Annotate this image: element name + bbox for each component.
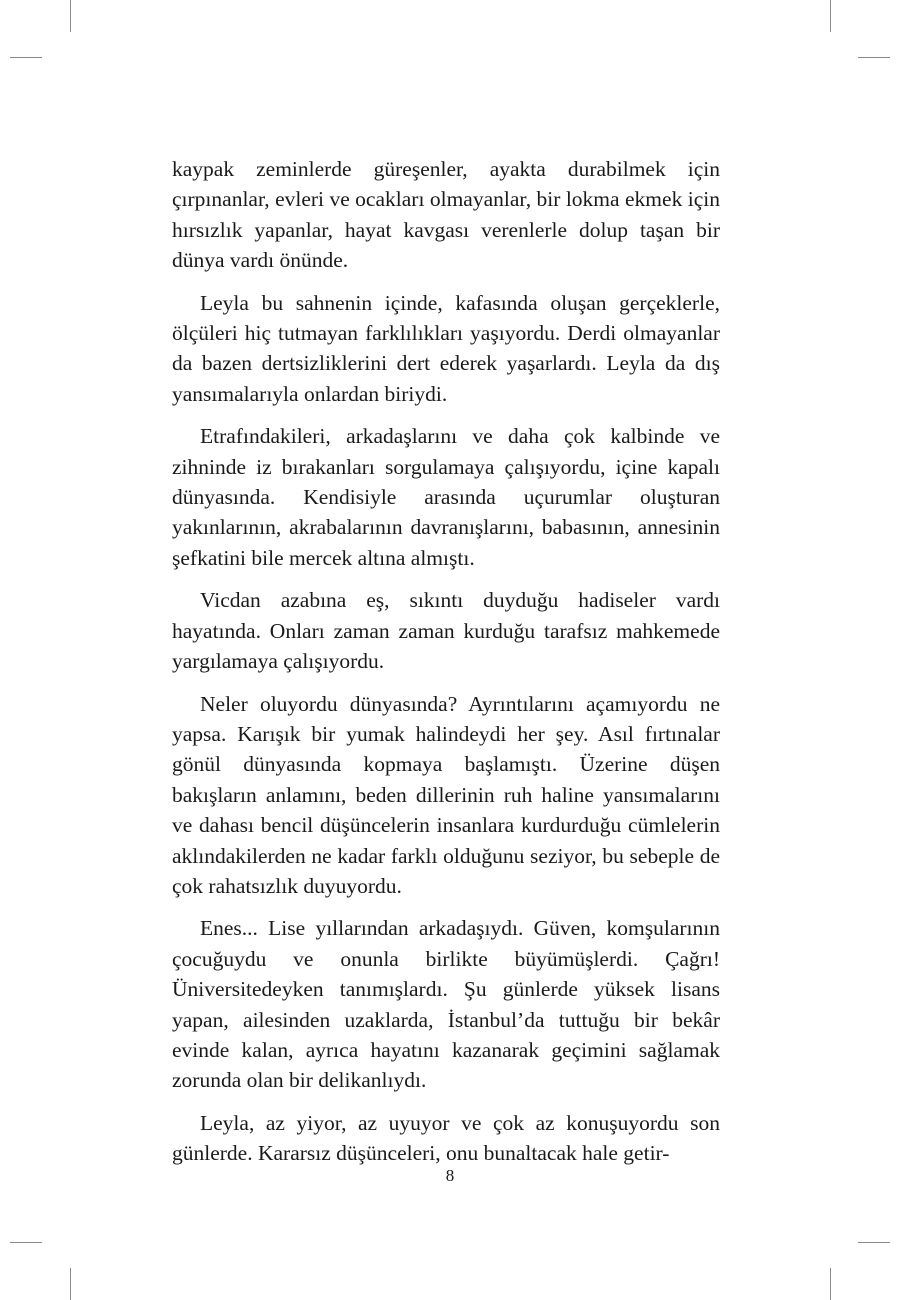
- crop-mark-bottom-left-horizontal: [10, 1242, 42, 1243]
- crop-mark-top-left-horizontal: [10, 57, 42, 58]
- paragraph-3: Etrafındakileri, arkadaşlarını ve daha çok kalbinde ve zihninde iz bırakanları sorgulamaya çalışıyordu, içine kapalı dünyasında. Kendisiyle arasında uçurumlar oluşturan yakınlarının, akrabalarının davranışlarını, babasının, annesinin şefkatini bile mercek altına almıştı.: [172, 424, 720, 570]
- paragraph-4: Vicdan azabına eş, sıkıntı duyduğu hadiseler vardı hayatında. Onları zaman zaman kurduğu tarafsız mahkemede yargılamaya çalışıyordu.: [172, 588, 720, 674]
- paragraph-6: Enes... Lise yıllarından arkadaşıydı. Güven, komşularının çocuğuydu ve onunla birlikte büyümüşlerdi. Çağrı! Üniversitedeyken tanımışlardı. Şu günlerde yüksek lisans yapan, ailesinden uzaklarda, İstanbul’da tuttuğu bir bekâr evinde kalan, ayrıca hayatını kazanarak geçimini sağlamak zorunda olan bir delikanlıydı.: [172, 916, 720, 1093]
- crop-mark-bottom-right-horizontal: [858, 1242, 890, 1243]
- paragraph-1: kaypak zeminlerde güreşenler, ayakta durabilmek için çırpınanlar, evleri ve ocakları olmayanlar, bir lokma ekmek için hırsızlık yapanlar, hayat kavgası verenlerle dolup taşan bir dünya vardı önünde.: [172, 157, 720, 273]
- page-number: 8: [445, 1166, 455, 1185]
- crop-mark-top-right-horizontal: [858, 57, 890, 58]
- crop-mark-bottom-right-vertical: [830, 1268, 831, 1300]
- paragraph-7: Leyla, az yiyor, az uyuyor ve çok az konuşuyordu son günlerde. Kararsız düşünceleri, onu bunaltacak hale getir-: [172, 1110, 720, 1166]
- paragraph-2: Leyla bu sahnenin içinde, kafasında oluşan gerçeklerle, ölçüleri hiç tutmayan farklılıkları yaşıyordu. Derdi olmayanlar da bazen dertsizliklerini dert ederek yaşarlardı. Leyla da dış yansımalarıyla onlardan biriydi.: [172, 290, 720, 406]
- crop-mark-bottom-left-vertical: [70, 1268, 71, 1300]
- crop-mark-top-right-vertical: [830, 0, 831, 32]
- crop-mark-top-left-vertical: [70, 0, 71, 32]
- body-text: [172, 154, 720, 1169]
- paragraph-5: Neler oluyordu dünyasında? Ayrıntılarını açamıyordu ne yapsa. Karışık bir yumak halindeydi her şey. Asıl fırtınalar gönül dünyasında kopmaya başlamıştı. Üzerine düşen bakışların anlamını, beden dillerinin ruh haline yansımalarını ve dahası bencil düşüncelerin insanlara kurdurduğu cümlelerin aklındakilerden ne kadar farklı olduğunu seziyor, bu sebeple de çok rahatsızlık duyuyordu.: [172, 691, 720, 898]
